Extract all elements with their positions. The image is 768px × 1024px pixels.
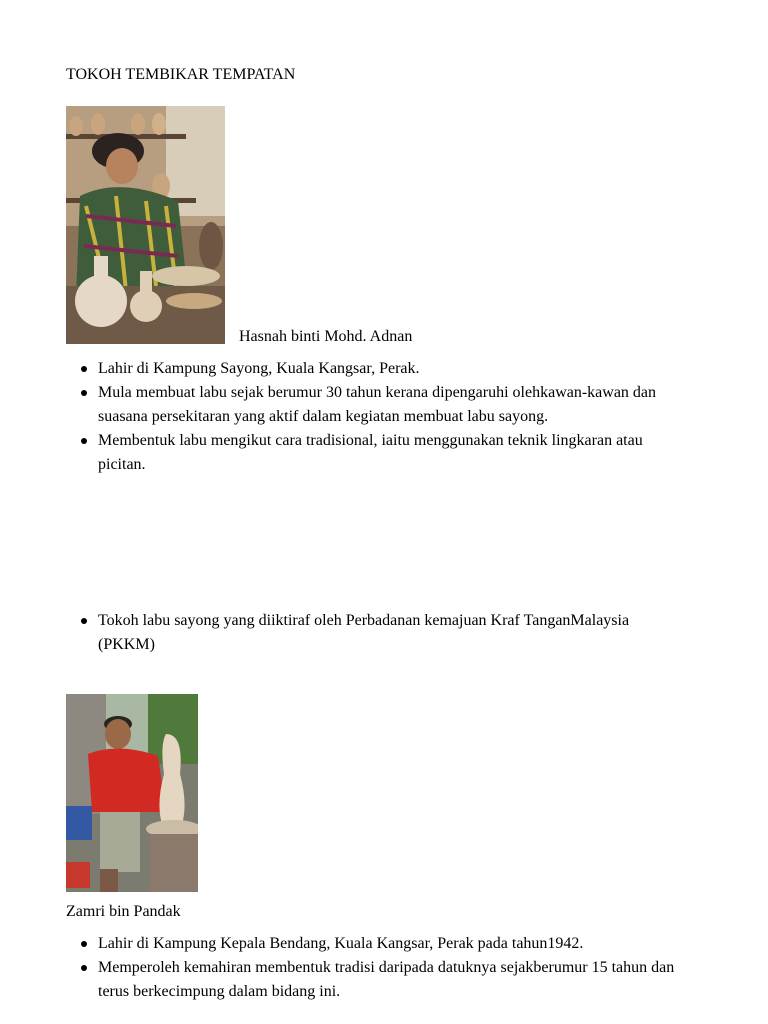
list-item: Mula membuat labu sejak berumur 30 tahun kerana dipengaruhi olehkawan-kawan dan suasana persekitaran yang aktif dalam kegiatan membuat labu sayong. bbox=[66, 381, 686, 429]
list2 bbox=[66, 609, 686, 657]
potter-man-photo bbox=[66, 694, 198, 892]
list1 bbox=[66, 357, 686, 477]
document-title: TOKOH TEMBIKAR TEMPATAN bbox=[66, 66, 296, 83]
list-item: Tokoh labu sayong yang diiktiraf oleh Perbadanan kemajuan Kraf TanganMalaysia (PKKM) bbox=[66, 609, 686, 657]
figure1-caption: Hasnah binti Mohd. Adnan bbox=[239, 328, 413, 345]
list-item: Lahir di Kampung Kepala Bendang, Kuala Kangsar, Perak pada tahun1942. bbox=[66, 932, 686, 956]
list-item: Memperoleh kemahiran membentuk tradisi daripada datuknya sejakberumur 15 tahun dan terus berkecimpung dalam bidang ini. bbox=[66, 956, 686, 1004]
list-item: Lahir di Kampung Sayong, Kuala Kangsar, Perak. bbox=[66, 357, 686, 381]
potter-woman-photo bbox=[66, 106, 225, 344]
list-item: Membentuk labu mengikut cara tradisional, iaitu menggunakan teknik lingkaran atau picitan. bbox=[66, 429, 686, 477]
figure2-caption: Zamri bin Pandak bbox=[66, 903, 181, 920]
list3 bbox=[66, 932, 686, 1004]
